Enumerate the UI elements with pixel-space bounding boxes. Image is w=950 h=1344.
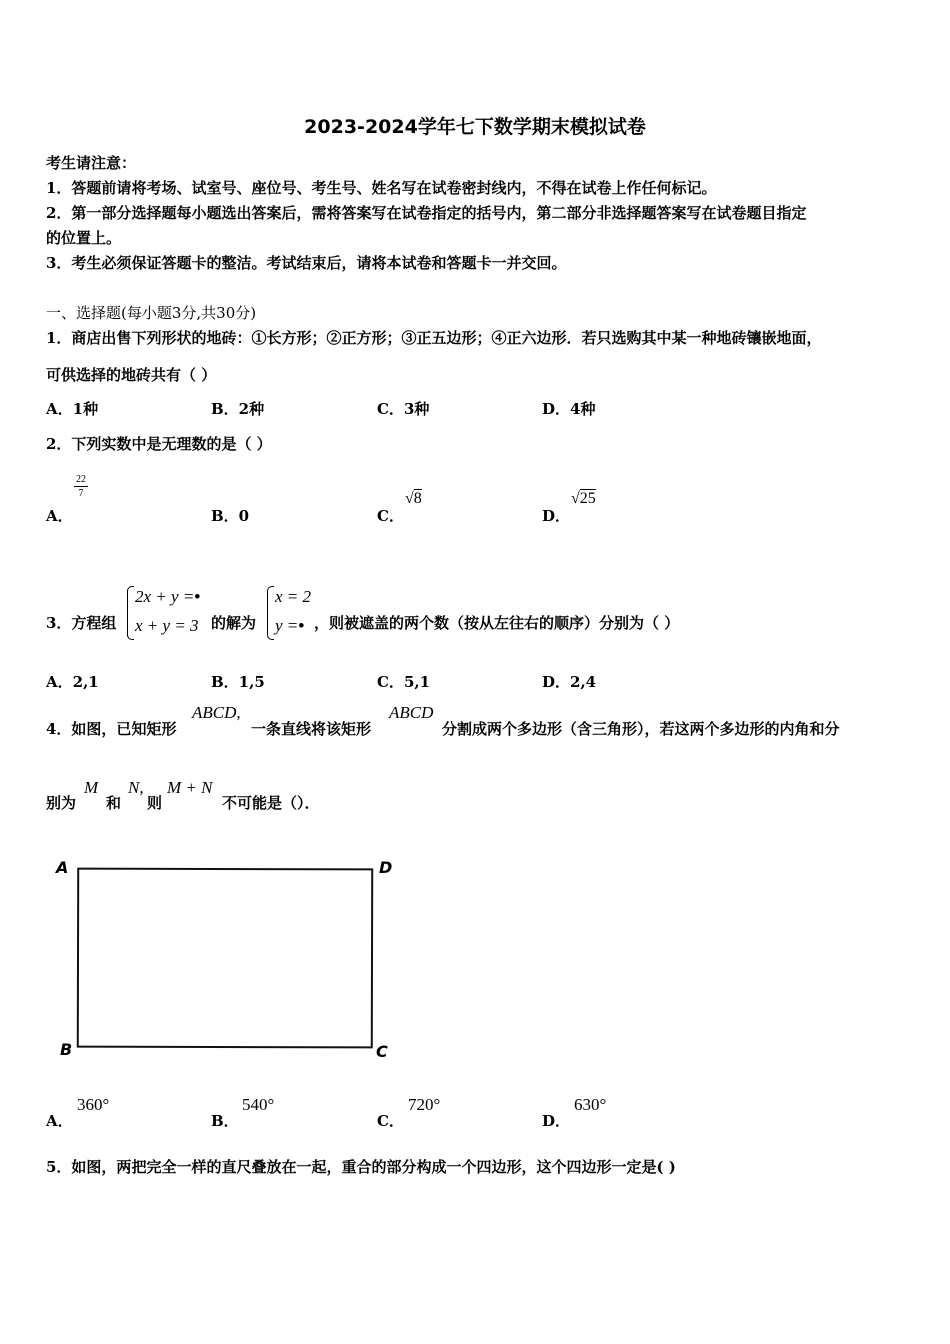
q4-part1: 4．如图，已知矩形 — [46, 720, 177, 738]
q2-option-c-label: C． — [377, 507, 404, 525]
q4-part2: 一条直线将该矩形 — [251, 720, 372, 738]
q4-line2-c: 则 — [147, 794, 163, 812]
sqrt-radicand: 25 — [579, 490, 596, 507]
fraction-denominator: 7 — [78, 488, 84, 499]
q4-option-d-label: D． — [542, 1112, 571, 1130]
q2-sqrt-8 — [405, 490, 422, 508]
sqrt-symbol: √ — [405, 490, 414, 507]
notice-item-2: 2．第一部分选择题每小题选出答案后，需将答案写在试卷指定的括号内，第二部分非选择题答案写在试卷题目指定 — [46, 204, 807, 222]
q1-option-a: A．1种 — [46, 400, 99, 418]
q1-option-b: B．2种 — [211, 400, 265, 418]
notice-item-3: 3．考生必须保证答题卡的整洁。考试结束后，请将本试卷和答题卡一并交回。 — [46, 254, 567, 272]
sqrt-symbol: √ — [571, 490, 580, 507]
q2-option-a-label: A． — [46, 507, 73, 525]
brace-left-icon — [267, 586, 274, 640]
figure-label-c: C — [376, 1042, 388, 1061]
q2-fraction — [74, 474, 88, 499]
q3-middle: 的解为 — [211, 614, 257, 632]
q4-option-c-label: C． — [377, 1112, 404, 1130]
q4-abcd-2: ABCD — [389, 703, 434, 722]
masked-dot: • — [194, 587, 201, 606]
q4-n: N, — [128, 778, 144, 797]
q2-option-b: B．0 — [211, 507, 250, 525]
figure-label-d: D — [379, 858, 393, 877]
q3-suffix: ，则被遮盖的两个数（按从左往右的顺序）分别为（ ） — [314, 614, 680, 632]
brace-left-icon — [127, 586, 134, 640]
q4-part3: 分割成两个多边形（含三角形），若这两个多边形的内角和分 — [442, 720, 840, 738]
q3-option-c: C．5,1 — [377, 673, 431, 691]
q4-option-d-value: 630° — [574, 1095, 607, 1114]
section-heading: 一、选择题(每小题3分,共30分) — [46, 304, 257, 322]
q3-prefix: 3．方程组 — [46, 614, 117, 632]
q1-stem-line2: 可供选择的地砖共有（ ） — [46, 366, 217, 384]
fraction-numerator: 22 — [76, 474, 86, 485]
q5-stem: 5．如图，两把完全一样的直尺叠放在一起，重合的部分构成一个四边形，这个四边形一定是( ) — [46, 1158, 676, 1176]
notice-item-1: 1．答题前请将考场、试室号、座位号、考生号、姓名写在试卷密封线内，不得在试卷上作任何标记。 — [46, 179, 717, 197]
q3-eq2: x + y = 3 — [135, 616, 199, 635]
rectangle-abcd-figure — [77, 868, 373, 1049]
sol2-text: y = — [275, 616, 299, 635]
q4-option-c-value: 720° — [408, 1095, 441, 1114]
q4-option-b-value: 540° — [242, 1095, 275, 1114]
sqrt-radicand: 8 — [413, 490, 422, 507]
q2-option-d-label: D． — [542, 507, 571, 525]
q3-option-d: D．2,4 — [542, 673, 597, 691]
notice-item-2-cont: 的位置上。 — [46, 229, 122, 247]
q2-sqrt-25 — [571, 490, 596, 508]
q2-stem: 2．下列实数中是无理数的是（ ） — [46, 435, 272, 453]
q1-option-c: C．3种 — [377, 400, 430, 418]
page-title: 2023-2024学年七下数学期末模拟试卷 — [304, 116, 646, 138]
q3-sol1: x = 2 — [275, 587, 312, 606]
q4-m-plus-n: M + N — [167, 778, 213, 797]
q4-line2-b: 和 — [106, 794, 122, 812]
notice-heading: 考生请注意： — [46, 154, 137, 172]
q4-option-a-label: A． — [46, 1112, 73, 1130]
q3-sol2 — [275, 616, 304, 636]
q1-option-d: D．4种 — [542, 400, 596, 418]
q3-option-b: B．1,5 — [211, 673, 265, 691]
q4-m: M — [84, 778, 99, 797]
q3-eq1 — [135, 587, 200, 607]
figure-label-b: B — [60, 1040, 73, 1059]
q3-option-a: A．2,1 — [46, 673, 99, 691]
masked-dot: • — [298, 616, 305, 635]
q4-option-a-value: 360° — [77, 1095, 110, 1114]
q4-line2-d: 不可能是（）． — [222, 794, 320, 812]
q4-line2-a: 别为 — [46, 794, 77, 812]
figure-label-a: A — [56, 858, 69, 877]
q1-stem-line1: 1．商店出售下列形状的地砖：①长方形；②正方形；③正五边形；④正六边形．若只选购其中某一种地砖镶嵌地面， — [46, 329, 822, 347]
eq1-text: 2x + y = — [135, 587, 195, 606]
q4-option-b-label: B． — [211, 1112, 239, 1130]
q4-abcd-1: ABCD, — [192, 703, 241, 722]
